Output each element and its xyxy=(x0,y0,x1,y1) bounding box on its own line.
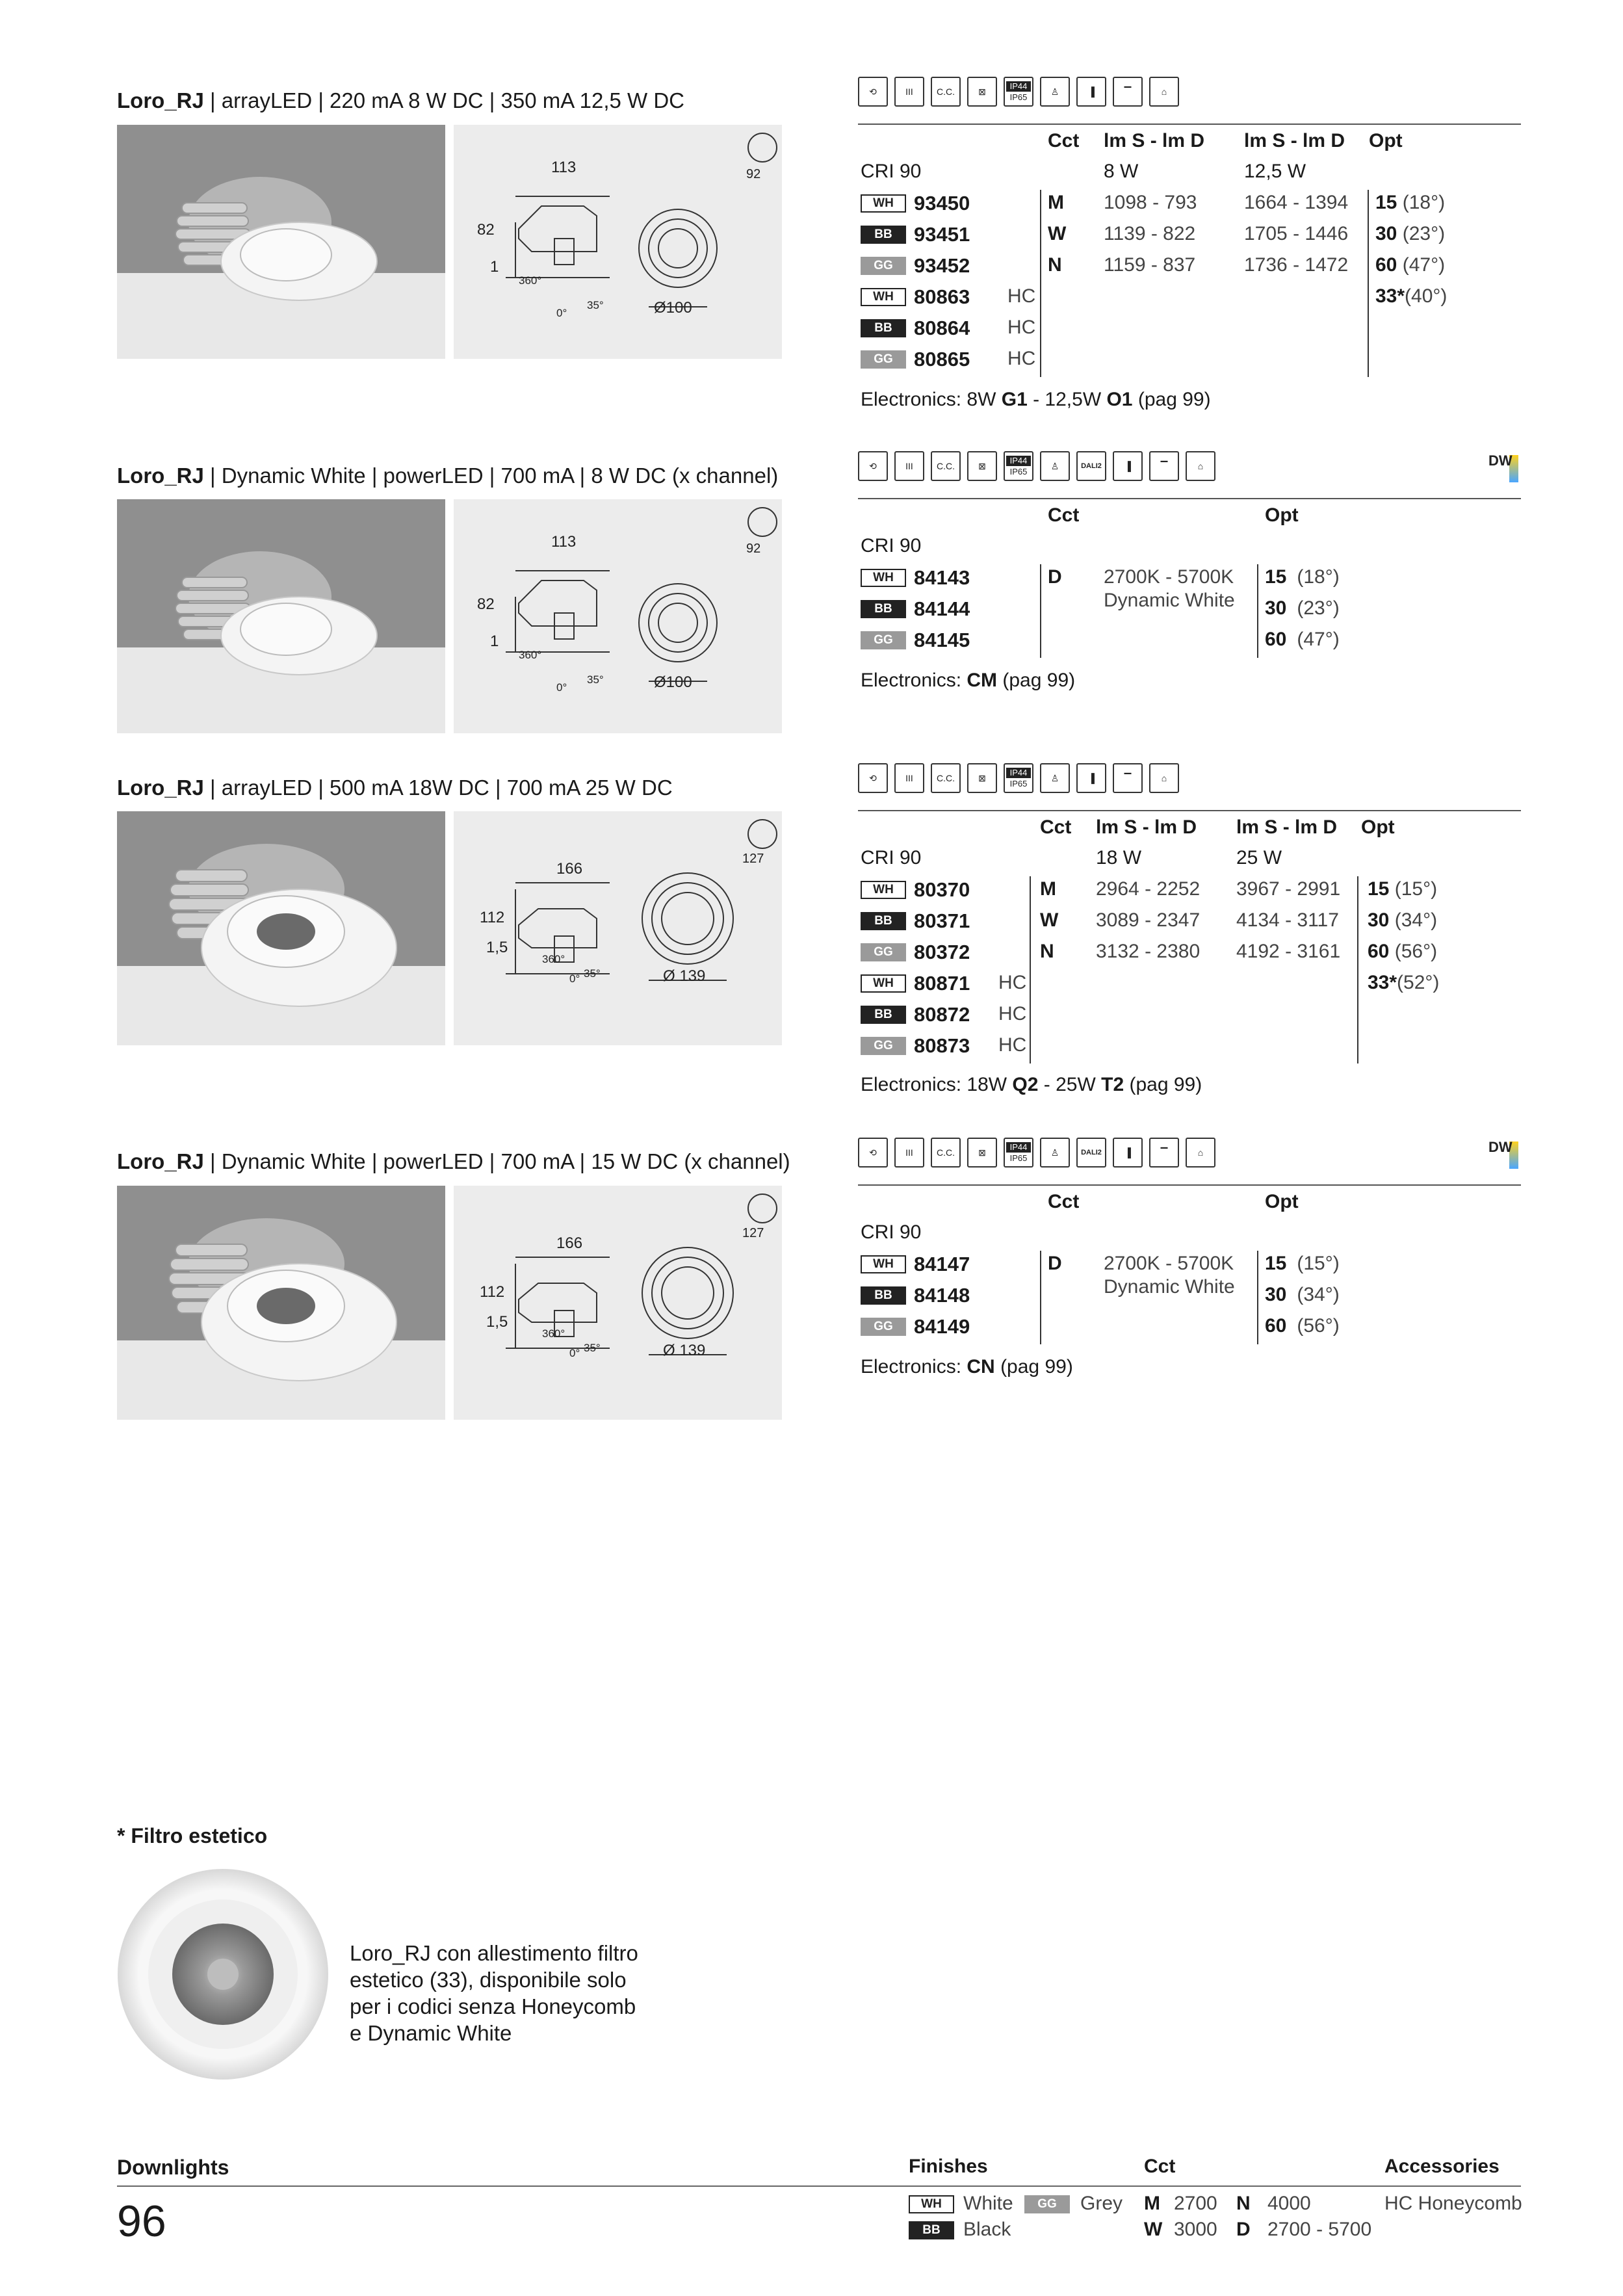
ceiling-icon: ▔ xyxy=(1113,763,1143,793)
footer-cct-label: Cct xyxy=(1144,2156,1176,2177)
dim-offset: 1 xyxy=(490,633,499,650)
dim-zero: 0° xyxy=(556,307,567,319)
header-lm1: lm S - lm D xyxy=(1096,816,1197,838)
technical-drawing xyxy=(454,1186,782,1420)
filter-line: per i codici senza Honeycomb xyxy=(350,1994,636,2018)
cct-code: D xyxy=(1236,2219,1251,2240)
header-cct: Cct xyxy=(1048,1191,1080,1212)
rotation-icon: ⟲ xyxy=(858,763,888,793)
finish-badge-bb: BB xyxy=(909,2221,954,2239)
hc-label: HC xyxy=(1007,317,1036,338)
dim-cutout: 127 xyxy=(742,1226,764,1240)
dim-zero: 0° xyxy=(569,1347,580,1359)
optic-value: 60 (56°) xyxy=(1368,941,1438,962)
ceiling-icon: ▔ xyxy=(1149,451,1179,481)
no-insulation-icon: ⊠ xyxy=(967,77,997,107)
feature-icons xyxy=(858,451,1215,481)
optic-value: 15 (15°) xyxy=(1265,1253,1340,1274)
lumen-value: 4192 - 3161 xyxy=(1236,941,1341,962)
cct-code: W xyxy=(1144,2219,1163,2240)
lumen-value: 4134 - 3117 xyxy=(1236,909,1339,931)
no-insulation-icon: ⊠ xyxy=(967,451,997,481)
header-opt: Opt xyxy=(1361,816,1395,838)
electronics-note: Electronics: CM (pag 99) xyxy=(861,670,1076,691)
class-iii-icon: III xyxy=(894,451,924,481)
header-cct: Cct xyxy=(1048,504,1080,526)
cct-value: N xyxy=(1048,254,1062,276)
dim-tilt: 35° xyxy=(584,1342,601,1354)
dim-cutout: 127 xyxy=(742,852,764,866)
optic-value: 30 (34°) xyxy=(1265,1284,1340,1305)
constant-current-icon: C.C. xyxy=(931,763,961,793)
ceiling-icon: ▔ xyxy=(1149,1138,1179,1168)
product-code: 80873 xyxy=(914,1034,970,1057)
rotation-icon: ⟲ xyxy=(858,77,888,107)
dim-cutout: 92 xyxy=(746,167,761,181)
filter-photo xyxy=(116,1867,330,2081)
electronics-note: Electronics: 18W Q2 - 25W T2 (pag 99) xyxy=(861,1074,1202,1095)
finish-badge: WH xyxy=(861,569,906,587)
finish-badge: BB xyxy=(861,1286,906,1305)
technical-drawing xyxy=(454,811,782,1045)
hc-label: HC xyxy=(998,972,1027,993)
filter-line: Loro_RJ con allestimento filtro xyxy=(350,1941,638,1965)
finish-badge: BB xyxy=(861,1006,906,1024)
class-iii-icon: III xyxy=(894,763,924,793)
optic-value: 60 (47°) xyxy=(1265,629,1340,650)
optic-value: 60 (47°) xyxy=(1375,254,1446,276)
footer-accessories-label: Accessories xyxy=(1384,2156,1500,2177)
finish-badge: GG xyxy=(861,350,906,369)
power-1: 18 W xyxy=(1096,847,1142,868)
hc-label: HC xyxy=(1007,285,1036,307)
optic-value: 60 (56°) xyxy=(1265,1315,1340,1337)
cct-value: M xyxy=(1040,878,1056,900)
filter-line: e Dynamic White xyxy=(350,2021,512,2045)
rotation-icon: ⟲ xyxy=(858,451,888,481)
electronics-note: Electronics: CN (pag 99) xyxy=(861,1356,1073,1377)
lumen-value: 1736 - 1472 xyxy=(1244,254,1349,276)
product-code: 84144 xyxy=(914,597,970,620)
header-opt: Opt xyxy=(1265,504,1299,526)
dali-icon: DALI2 xyxy=(1076,1138,1106,1168)
dim-zero: 0° xyxy=(556,681,567,694)
lumen-value: 3967 - 2991 xyxy=(1236,878,1341,900)
glow-wire-icon: ♙ xyxy=(1040,1138,1070,1168)
cct-code: M xyxy=(1144,2193,1160,2214)
house-icon: ⌂ xyxy=(1149,77,1179,107)
cct-code-value: 2700 - 5700 xyxy=(1267,2219,1372,2240)
product-code: 80372 xyxy=(914,941,970,963)
lumen-value: 1159 - 837 xyxy=(1104,254,1196,276)
dim-rotation: 360° xyxy=(519,274,542,287)
recessed-icon: ▐ xyxy=(1113,451,1143,481)
cct-value: W xyxy=(1048,223,1067,244)
lumen-value: 1098 - 793 xyxy=(1104,192,1197,213)
optic-value: 30 (23°) xyxy=(1265,597,1340,619)
cri-label: CRI 90 xyxy=(861,1221,922,1243)
ip-rating-icon: IP44 IP65 xyxy=(1004,77,1033,107)
dim-width: 113 xyxy=(551,159,577,176)
class-iii-icon: III xyxy=(894,1138,924,1168)
optic-value: 33*(40°) xyxy=(1375,285,1448,307)
dim-width: 166 xyxy=(556,860,583,878)
ip-rating-icon: IP44 IP65 xyxy=(1004,763,1033,793)
house-icon: ⌂ xyxy=(1186,451,1215,481)
ip-rating-icon: IP44 IP65 xyxy=(1004,451,1033,481)
dim-tilt: 35° xyxy=(584,967,601,980)
class-iii-icon: III xyxy=(894,77,924,107)
cct-range: 2700K - 5700K xyxy=(1104,566,1234,588)
power-2: 25 W xyxy=(1236,847,1282,868)
dynamic-white-icon xyxy=(1487,1138,1520,1170)
finish-badge: GG xyxy=(861,1318,906,1336)
finish-badge: WH xyxy=(861,881,906,899)
cct-code: N xyxy=(1236,2193,1251,2214)
header-lm1: lm S - lm D xyxy=(1104,130,1205,151)
column-rule xyxy=(1040,564,1041,658)
recessed-icon: ▐ xyxy=(1076,77,1106,107)
column-rule xyxy=(1030,876,1031,1063)
dim-offset: 1,5 xyxy=(486,939,508,956)
filter-title: * Filtro estetico xyxy=(117,1824,268,1847)
cct-value: D xyxy=(1048,1253,1062,1274)
finish-badge: GG xyxy=(861,1037,906,1055)
lumen-value: 3089 - 2347 xyxy=(1096,909,1201,931)
product-code: 80371 xyxy=(914,909,970,932)
product-code: 93452 xyxy=(914,254,970,277)
finish-badge: BB xyxy=(861,912,906,930)
ceiling-icon: ▔ xyxy=(1113,77,1143,107)
house-icon: ⌂ xyxy=(1186,1138,1215,1168)
footer-rule xyxy=(117,2185,1521,2187)
house-icon: ⌂ xyxy=(1149,763,1179,793)
dim-diameter: Ø100 xyxy=(654,673,692,691)
cri-label: CRI 90 xyxy=(861,847,922,868)
product-photo xyxy=(117,1186,445,1420)
dim-diameter: Ø100 xyxy=(654,299,692,317)
cct-value: N xyxy=(1040,941,1054,962)
product-photo xyxy=(117,811,445,1045)
header-opt: Opt xyxy=(1265,1191,1299,1212)
header-opt: Opt xyxy=(1369,130,1403,151)
product-code: 80863 xyxy=(914,285,970,308)
product-code: 80865 xyxy=(914,348,970,371)
section-title: Loro_RJ | arrayLED | 500 mA 18W DC | 700 mA 25 W DC xyxy=(117,776,673,800)
finish-badge: BB xyxy=(861,319,906,337)
finish-badge: GG xyxy=(861,943,906,961)
column-rule xyxy=(1040,1251,1041,1344)
dim-diameter: Ø 139 xyxy=(663,1342,706,1359)
optic-value: 33*(52°) xyxy=(1368,972,1440,993)
product-code: 84149 xyxy=(914,1315,970,1338)
product-code: 84148 xyxy=(914,1284,970,1307)
glow-wire-icon: ♙ xyxy=(1040,763,1070,793)
filter-description xyxy=(350,1940,638,2046)
cri-label: CRI 90 xyxy=(861,161,922,182)
dim-zero: 0° xyxy=(569,972,580,985)
electronics-note: Electronics: 8W G1 - 12,5W O1 (pag 99) xyxy=(861,389,1211,410)
feature-icons xyxy=(858,1138,1215,1168)
product-code: 93450 xyxy=(914,192,970,215)
glow-wire-icon: ♙ xyxy=(1040,77,1070,107)
column-rule xyxy=(1257,1251,1258,1344)
no-insulation-icon: ⊠ xyxy=(967,763,997,793)
cct-code-value: 2700 xyxy=(1174,2193,1217,2214)
cct-range: 2700K - 5700K xyxy=(1104,1253,1234,1274)
svg-text:DW: DW xyxy=(1488,452,1513,469)
finish-badge: BB xyxy=(861,600,906,618)
hc-label: HC xyxy=(1007,348,1036,369)
header-cct: Cct xyxy=(1040,816,1072,838)
footer-category: Downlights xyxy=(117,2156,229,2179)
recessed-icon: ▐ xyxy=(1113,1138,1143,1168)
header-rule xyxy=(858,498,1521,499)
product-code: 80872 xyxy=(914,1003,970,1026)
constant-current-icon: C.C. xyxy=(931,77,961,107)
ip-rating-icon: IP44 IP65 xyxy=(1004,1138,1033,1168)
filter-line: estetico (33), disponibile solo xyxy=(350,1968,627,1992)
section-title: Loro_RJ | Dynamic White | powerLED | 700 mA | 15 W DC (x channel) xyxy=(117,1149,790,1173)
product-code: 93451 xyxy=(914,223,970,246)
technical-drawing xyxy=(454,125,782,359)
dim-height: 112 xyxy=(480,909,505,926)
header-lm2: lm S - lm D xyxy=(1236,816,1338,838)
accessory-hc: HC Honeycomb xyxy=(1384,2193,1522,2214)
dim-height: 112 xyxy=(480,1283,505,1301)
product-code: 80370 xyxy=(914,878,970,901)
dim-offset: 1,5 xyxy=(486,1313,508,1331)
dim-cutout: 92 xyxy=(746,541,761,556)
dali-icon: DALI2 xyxy=(1076,451,1106,481)
finish-name: Black xyxy=(963,2219,1011,2240)
dim-width: 113 xyxy=(551,533,577,551)
finish-name: White xyxy=(963,2193,1013,2214)
product-photo xyxy=(117,125,445,359)
finish-badge: WH xyxy=(861,974,906,993)
finish-name: Grey xyxy=(1080,2193,1123,2214)
finish-badge: BB xyxy=(861,226,906,244)
feature-icons xyxy=(858,77,1179,107)
dim-height: 82 xyxy=(477,595,495,613)
dim-rotation: 360° xyxy=(542,953,565,965)
product-code: 80871 xyxy=(914,972,970,995)
product-code: 84143 xyxy=(914,566,970,589)
lumen-value: 1139 - 822 xyxy=(1104,223,1196,244)
header-rule xyxy=(858,810,1521,811)
column-rule xyxy=(1368,190,1369,377)
lumen-value: 2964 - 2252 xyxy=(1096,878,1201,900)
hc-label: HC xyxy=(998,1003,1027,1024)
product-code: 84147 xyxy=(914,1253,970,1275)
cct-value: W xyxy=(1040,909,1059,931)
cri-label: CRI 90 xyxy=(861,535,922,556)
cct-name: Dynamic White xyxy=(1104,590,1235,611)
finish-badge: WH xyxy=(861,194,906,213)
finish-badge: WH xyxy=(861,288,906,306)
header-rule xyxy=(858,1184,1521,1186)
column-rule xyxy=(1040,190,1041,377)
dim-rotation: 360° xyxy=(542,1327,565,1340)
section-title: Loro_RJ | Dynamic White | powerLED | 700 mA | 8 W DC (x channel) xyxy=(117,463,779,488)
power-1: 8 W xyxy=(1104,161,1139,182)
dim-offset: 1 xyxy=(490,258,499,276)
no-insulation-icon: ⊠ xyxy=(967,1138,997,1168)
technical-drawing xyxy=(454,499,782,733)
lumen-value: 1664 - 1394 xyxy=(1244,192,1349,213)
header-lm2: lm S - lm D xyxy=(1244,130,1345,151)
product-photo xyxy=(117,499,445,733)
dim-width: 166 xyxy=(556,1234,583,1252)
rotation-icon: ⟲ xyxy=(858,1138,888,1168)
optic-value: 30 (23°) xyxy=(1375,223,1446,244)
product-code: 80864 xyxy=(914,317,970,339)
footer-finishes-label: Finishes xyxy=(909,2156,988,2177)
optic-value: 30 (34°) xyxy=(1368,909,1438,931)
cct-name: Dynamic White xyxy=(1104,1276,1235,1298)
finish-badge: GG xyxy=(861,257,906,275)
dim-diameter: Ø 139 xyxy=(663,967,706,985)
finish-badge-gg: GG xyxy=(1024,2195,1070,2213)
column-rule xyxy=(1257,564,1258,658)
hc-label: HC xyxy=(998,1034,1027,1056)
finish-badge: WH xyxy=(861,1255,906,1273)
feature-icons xyxy=(858,763,1179,793)
lumen-value: 3132 - 2380 xyxy=(1096,941,1201,962)
cct-value: M xyxy=(1048,192,1064,213)
finish-badge: GG xyxy=(861,631,906,649)
recessed-icon: ▐ xyxy=(1076,763,1106,793)
header-rule xyxy=(858,124,1521,125)
column-rule xyxy=(1357,876,1358,1063)
power-2: 12,5 W xyxy=(1244,161,1306,182)
optic-value: 15 (15°) xyxy=(1368,878,1438,900)
dim-tilt: 35° xyxy=(587,673,604,686)
lumen-value: 1705 - 1446 xyxy=(1244,223,1349,244)
header-cct: Cct xyxy=(1048,130,1080,151)
cct-value: D xyxy=(1048,566,1062,588)
dim-tilt: 35° xyxy=(587,299,604,311)
glow-wire-icon: ♙ xyxy=(1040,451,1070,481)
optic-value: 15 (18°) xyxy=(1265,566,1340,588)
dynamic-white-icon xyxy=(1487,451,1520,484)
svg-text:DW: DW xyxy=(1488,1139,1513,1155)
finish-badge-wh: WH xyxy=(909,2195,954,2213)
cct-code-value: 4000 xyxy=(1267,2193,1311,2214)
dim-height: 82 xyxy=(477,221,495,239)
optic-value: 15 (18°) xyxy=(1375,192,1446,213)
product-code: 84145 xyxy=(914,629,970,651)
page-number: 96 xyxy=(117,2197,166,2246)
constant-current-icon: C.C. xyxy=(931,451,961,481)
section-title: Loro_RJ | arrayLED | 220 mA 8 W DC | 350 mA 12,5 W DC xyxy=(117,88,684,112)
dim-rotation: 360° xyxy=(519,649,542,661)
cct-code-value: 3000 xyxy=(1174,2219,1217,2240)
constant-current-icon: C.C. xyxy=(931,1138,961,1168)
